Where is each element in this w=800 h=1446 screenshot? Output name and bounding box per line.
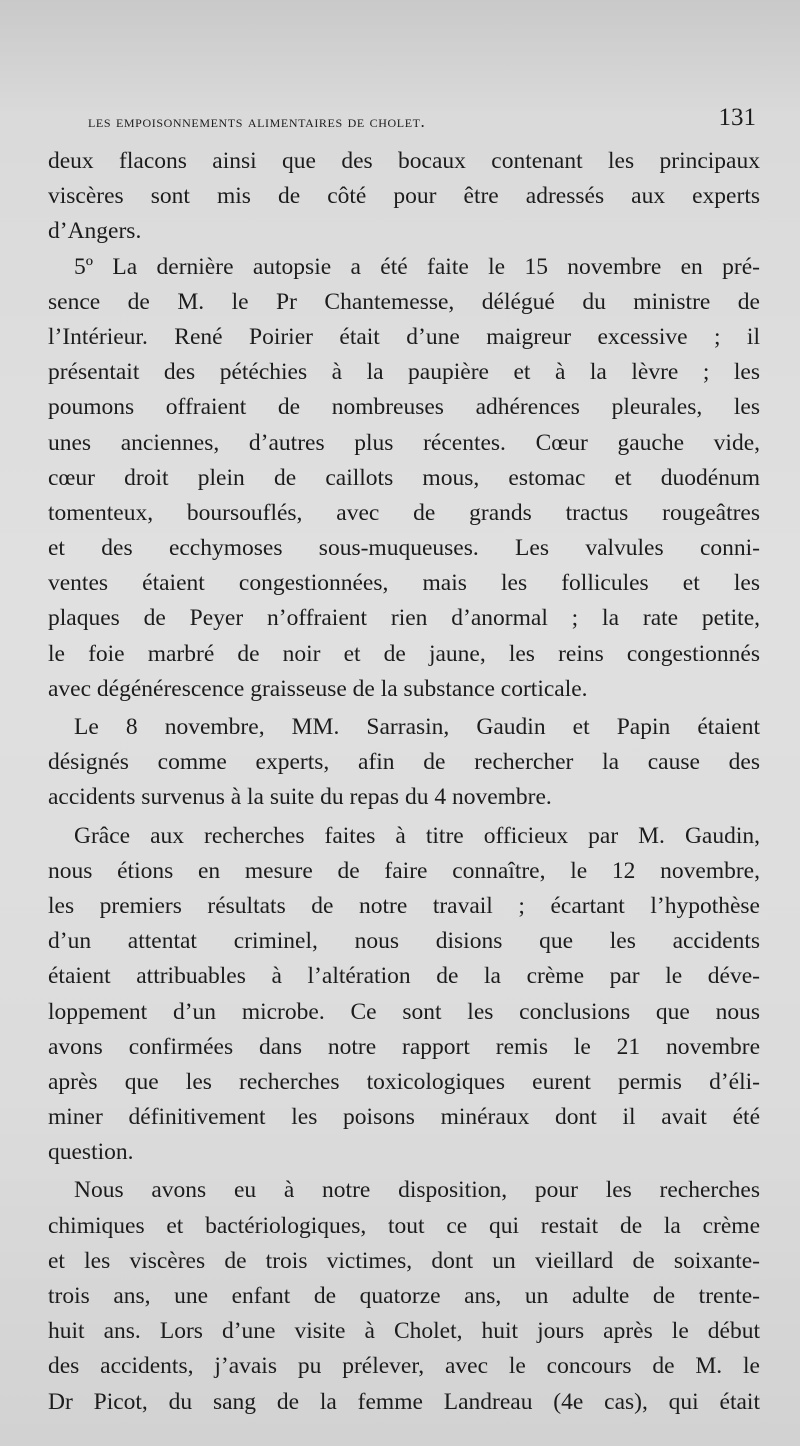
- text-line: présentait des pétéchies à la paupière et à la lèvre ; les: [48, 359, 760, 386]
- text-line: d’Angers.: [48, 218, 142, 245]
- paragraph: [48, 710, 760, 816]
- body-text: [48, 144, 760, 1420]
- text-line: sence de M. le Pr Chantemesse, délégué du ministre de: [48, 288, 760, 315]
- text-line: ventes étaient congestionnées, mais les follicules et les: [48, 570, 760, 597]
- page-number: 131: [718, 104, 756, 131]
- text-line: désignés comme experts, afin de rechercher la cause des: [48, 749, 760, 776]
- text-line: le foie marbré de noir et de jaune, les reins congestionnés: [48, 640, 760, 667]
- text-line: tomenteux, boursouflés, avec de grands tractus rougeâtres: [48, 499, 760, 526]
- paragraph: [48, 1173, 760, 1419]
- text-line: après que les recherches toxicologiques eurent permis d’éli-: [48, 1068, 760, 1095]
- text-line: poumons offraient de nombreuses adhérences pleurales, les: [48, 394, 760, 421]
- text-line: l’Intérieur. René Poirier était d’une maigreur excessive ; il: [48, 323, 760, 350]
- text-line: d’un attentat criminel, nous disions que les accidents: [48, 928, 760, 955]
- text-line: plaques de Peyer n’offraient rien d’anormal ; la rate petite,: [48, 605, 760, 632]
- text-line: des accidents, j’avais pu prélever, avec le concours de M. le: [48, 1353, 760, 1380]
- text-line: 5º La dernière autopsie a été faite le 15 novembre en pré-: [74, 253, 760, 280]
- text-line: question.: [48, 1139, 134, 1166]
- text-line: loppement d’un microbe. Ce sont les conclusions que nous: [48, 998, 760, 1025]
- text-line: viscères sont mis de côté pour être adressés aux experts: [48, 183, 760, 210]
- text-line: avons confirmées dans notre rapport remis le 21 novembre: [48, 1033, 760, 1060]
- text-line: Le 8 novembre, MM. Sarrasin, Gaudin et Papin étaient: [74, 714, 760, 740]
- text-line: miner définitivement les poisons minéraux dont il avait été: [48, 1104, 760, 1131]
- paragraph: [48, 250, 760, 707]
- text-line: Grâce aux recherches faites à titre officieux par M. Gaudin,: [74, 822, 760, 849]
- text-line: Dr Picot, du sang de la femme Landreau (4e cas), qui était: [48, 1388, 760, 1415]
- text-line: unes anciennes, d’autres plus récentes. Cœur gauche vide,: [48, 429, 760, 456]
- paragraph: [48, 144, 760, 250]
- page-header: [88, 104, 756, 138]
- paragraph: [48, 819, 760, 1171]
- running-head: les empoisonnements alimentaires de cholet.: [88, 112, 426, 131]
- text-line: étaient attribuables à l’altération de la crème par le déve-: [48, 963, 760, 990]
- text-line: nous étions en mesure de faire connaître, le 12 novembre,: [48, 857, 760, 884]
- text-line: cœur droit plein de caillots mous, estomac et duodénum: [48, 464, 760, 491]
- text-line: Nous avons eu à notre disposition, pour les recherches: [74, 1177, 760, 1204]
- text-line: chimiques et bactériologiques, tout ce qui restait de la crème: [48, 1212, 760, 1239]
- text-line: avec dégénérescence graisseuse de la substance corticale.: [48, 675, 588, 702]
- text-line: les premiers résultats de notre travail ; écartant l’hypothèse: [48, 892, 760, 919]
- text-line: accidents survenus à la suite du repas du 4 novembre.: [48, 784, 552, 811]
- text-line: et les viscères de trois victimes, dont un vieillard de soixante-: [48, 1247, 760, 1274]
- text-line: et des ecchymoses sous-muqueuses. Les valvules conni-: [48, 535, 760, 562]
- text-line: huit ans. Lors d’une visite à Cholet, huit jours après le début: [48, 1318, 760, 1345]
- text-line: deux flacons ainsi que des bocaux contenant les principaux: [48, 148, 760, 174]
- text-line: trois ans, une enfant de quatorze ans, un adulte de trente-: [48, 1283, 760, 1309]
